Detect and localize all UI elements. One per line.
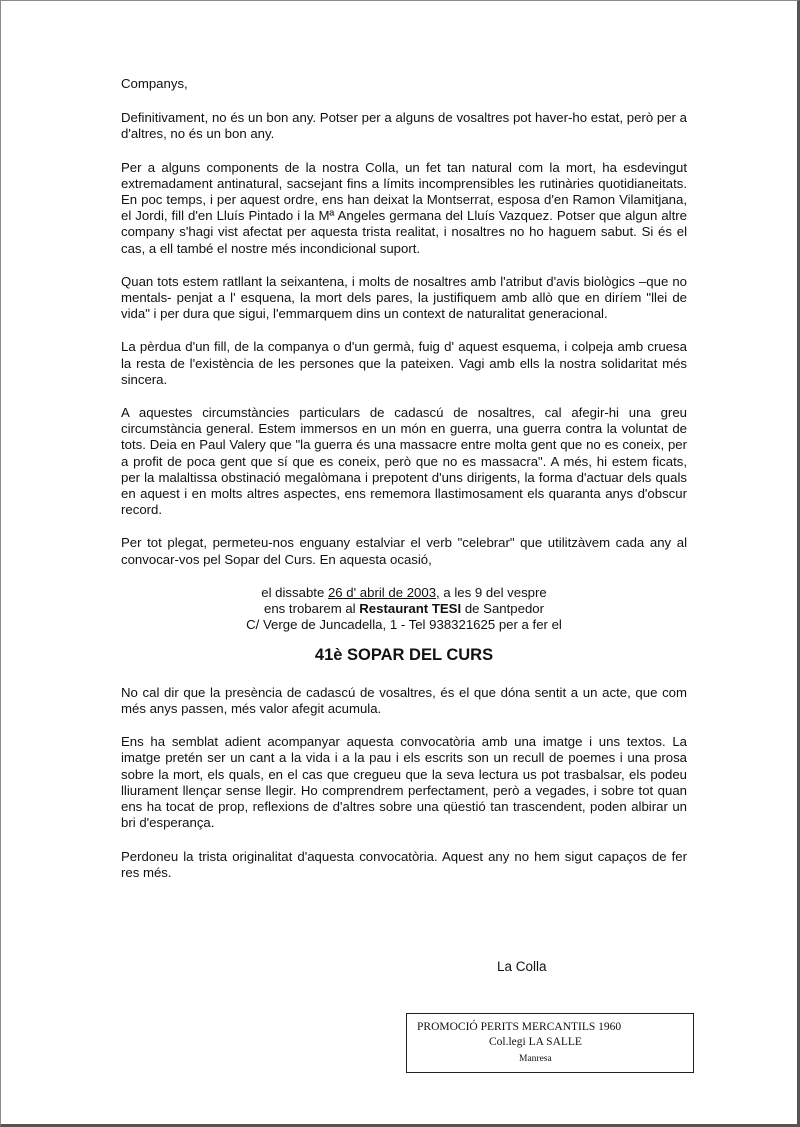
paragraph-4: La pèrdua d'un fill, de la companya o d'un germà, fuig d' aquest esquema, i colpeja amb cruesa la resta de l'existència de les persones que la pateixen. Vagi amb ells la nostra solidaritat més sincera.	[121, 339, 687, 387]
event-details	[121, 585, 687, 633]
event-venue-line	[121, 601, 687, 617]
event-date-prefix: el dissabte	[261, 584, 328, 600]
greeting: Companys,	[121, 76, 188, 91]
paragraph-1: Definitivament, no és un bon any. Potser per a alguns de vosaltres pot haver-ho estat, però per a d'altres, no és un bon any.	[121, 110, 687, 142]
event-date: 26 d' abril de 2003,	[327, 584, 440, 600]
letter-body	[121, 76, 687, 898]
signature: La Colla	[497, 959, 547, 974]
paragraph-9: Perdoneu la trista originalitat d'aquesta convocatòria. Aquest any no hem sigut capaços de fer res més.	[121, 848, 687, 880]
event-time: a les 9 del vespre	[439, 584, 547, 600]
stamp-box	[406, 1013, 694, 1073]
paragraph-6: Per tot plegat, permeteu-nos enguany estalviar el verb "celebrar" que utilitzàvem cada any al convocar-vos pel Sopar del Curs. En aquesta ocasió,	[121, 535, 687, 567]
event-town: de Santpedor	[461, 600, 545, 616]
event-title: 41è SOPAR DEL CURS	[314, 645, 494, 664]
paragraph-2: Per a alguns components de la nostra Colla, un fet tan natural com la mort, ha esdevingut extremadament antinatural, sacsejant fins a límits incomprensibles les rutinàries quotidianeitats. En poc temps, i per aquest ordre, ens han deixat la Montserrat, esposa d'en Ramon Vilamitjana, el Jordi, fill d'en Lluís Pintado i la Mª Angeles germana del Lluís Vazquez. Potser que algun altre company s'hagi vist afectat per aquesta trista realitat, i nosaltres no ho haguem sabut. Si és el cas, a ell també el nostre més incondicional suport.	[121, 159, 687, 256]
paragraph-8: Ens ha semblat adient acompanyar aquesta convocatòria amb una imatge i uns textos. La imatge pretén ser un cant a la vida i a la pau i els escrits son un recull de poemes i una prosa sobre la mort, els quals, en el cas que cregueu que la seva lectura us pot trasbalsar, els podeu lliurament llençar sense llegir. Ho comprendrem perfectament, però a vegades, i sobre tot quan ens ha tocat de prop, reflexions de d'altres sobre una qüestió tan trascendent, poden albirar un bri d'esperança.	[121, 734, 687, 831]
event-date-line	[121, 585, 687, 601]
paragraph-7: No cal dir que la presència de cadascú de vosaltres, és el que dóna sentit a un acte, que com més anys passen, més valor afegit acumula.	[121, 684, 687, 717]
paragraph-5: A aquestes circumstàncies particulars de cadascú de nosaltres, cal afegir-hi una greu circumstància general. Estem immersos en un món en guerra, una guerra contra la voluntat de tots. Deia en Paul Valery que "la guerra és una massacre entre molta gent que no es coneix, per a profit de poca gent que sí que es coneix, però que no es massacra". A més, hi estem ficats, per la malaltissa obstinació megalòmana i prepotent d'uns dirigents, la forma d'actuar dels quals en aquest i en molts altres aspectes, ens rememora llastimosament els quaranta anys d'obscur record.	[121, 405, 687, 518]
stamp-city: Manresa	[519, 1054, 552, 1064]
paragraph-3: Quan tots estem ratllant la seixantena, i molts de nosaltres amb l'atribut d'avis biològics –que no mentals- penjat a l' esquena, la mort dels pares, la justifiquem amb allò que en diríem "llei de vida" i per dura que sigui, l'emmarquem dins un context de naturalitat generacional.	[121, 273, 687, 322]
event-restaurant: Restaurant TESI	[359, 600, 462, 616]
stamp-school: Col.legi LA SALLE	[489, 1036, 582, 1048]
event-venue-prefix: ens trobarem al	[263, 600, 360, 616]
stamp-promotion: PROMOCIÓ PERITS MERCANTILS 1960	[417, 1021, 622, 1033]
event-address-line: C/ Verge de Juncadella, 1 - Tel 938321625 per a fer el	[246, 616, 562, 632]
